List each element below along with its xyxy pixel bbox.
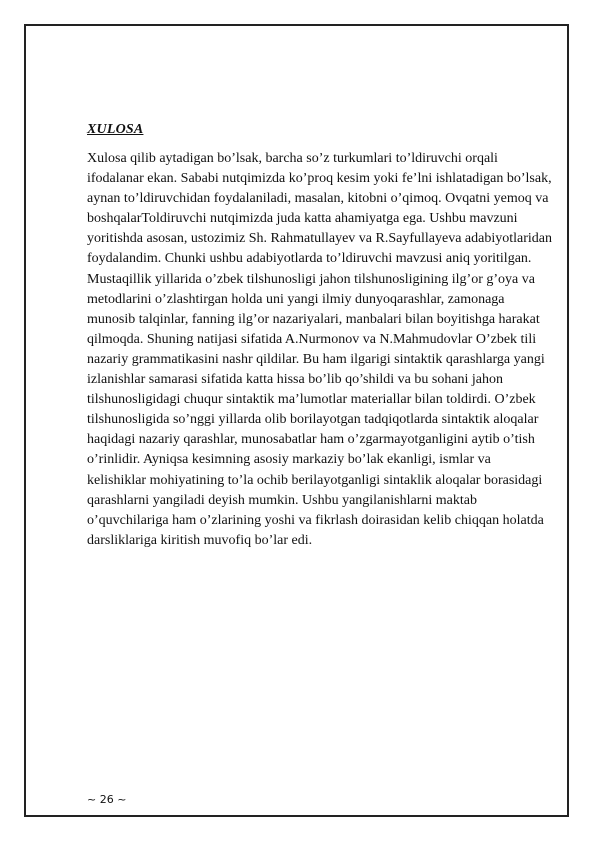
text-line: aynan to’ldiruvchidan foydalaniladi, masalan, kitobni o’qimoq. Ovqatni yemoq va (87, 191, 549, 207)
body-paragraph (87, 149, 557, 551)
text-line: yoritishda asosan, ustozimiz Sh. Rahmatullayev va R.Sayfullayeva adabiyotlaridan (87, 231, 553, 247)
text-line: kelishiklar mohiyatining to’la ochib berilayotganligi sintaklik aloqalar borasidagi (87, 472, 543, 488)
text-line: metodlarini o’zlashtirgan holda uni yangi ilmiy dunyoqarashlar, zamonaga (87, 291, 505, 307)
section-heading: XULOSA (87, 122, 144, 137)
text-line: nazariy grammatikasini nashr qildilar. Bu ham ilgarigi sintaktik qarashlarga yangi (87, 351, 545, 367)
text-line: munosib talqinlar, fanning ilg’or nazariyalari, manbalari bilan boyitishga harakat (87, 311, 540, 327)
text-line: haqidagi nazariy qarashlar, munosabatlar ham o’zgarmayotganligini aytib o’tish (87, 432, 535, 448)
text-line: Xulosa qilib aytadigan bo’lsak, barcha so’z turkumlari to’ldiruvchi orqali (87, 151, 498, 166)
text-line: qilmoqda. Shuning natijasi sifatida A.Nurmonov va N.Mahmudovlar O’zbek tili (87, 331, 537, 347)
text-line: izlanishlar samarasi sifatida katta hissa bo’lib qo’shildi va bu sohani jahon (87, 372, 504, 388)
page-number: ~ 26 ~ (87, 793, 127, 806)
text-line: boshqalarToldiruvchi nutqimizda juda katta ahamiyatga ega. Ushbu mavzuni (87, 211, 518, 227)
text-line: qarashlarni yangiladi deyish mumkin. Ushbu yangilanishlarni maktab (87, 492, 477, 508)
text-line: ifodalanar ekan. Sababi nutqimizda ko’proq kesim yoki fe’lni ishlatadigan bo’lsak, (87, 171, 552, 187)
text-line: o’quvchilariga ham o’zlarining yoshi va fikrlash doirasidan kelib chiqqan holatda (87, 512, 544, 528)
document-body (87, 121, 557, 551)
text-line: foydalandim. Chunki ushbu adabiyotlarda to’ldiruvchi mavzusi aniq yoritilgan. (87, 251, 532, 267)
text-line: darsliklariga kiritish muvofiq bo’lar edi. (87, 532, 313, 548)
text-line: tilshunosligidagi chuqur sintaktik ma’lumotlar materiallar bilan toldirdi. O’zbek (87, 392, 536, 408)
text-line: tilshunosligida so’nggi yillarda olib borilayotgan tadqiqotlarda sintaktik aloqalar (87, 412, 539, 428)
text-line: o’rinlidir. Ayniqsa kesimning asosiy markaziy bo’lak ekanligi, ismlar va (87, 452, 491, 468)
text-line: Mustaqillik yillarida o’zbek tilshunosligi jahon tilshunosligining ilg’or g’oya va (87, 271, 535, 287)
